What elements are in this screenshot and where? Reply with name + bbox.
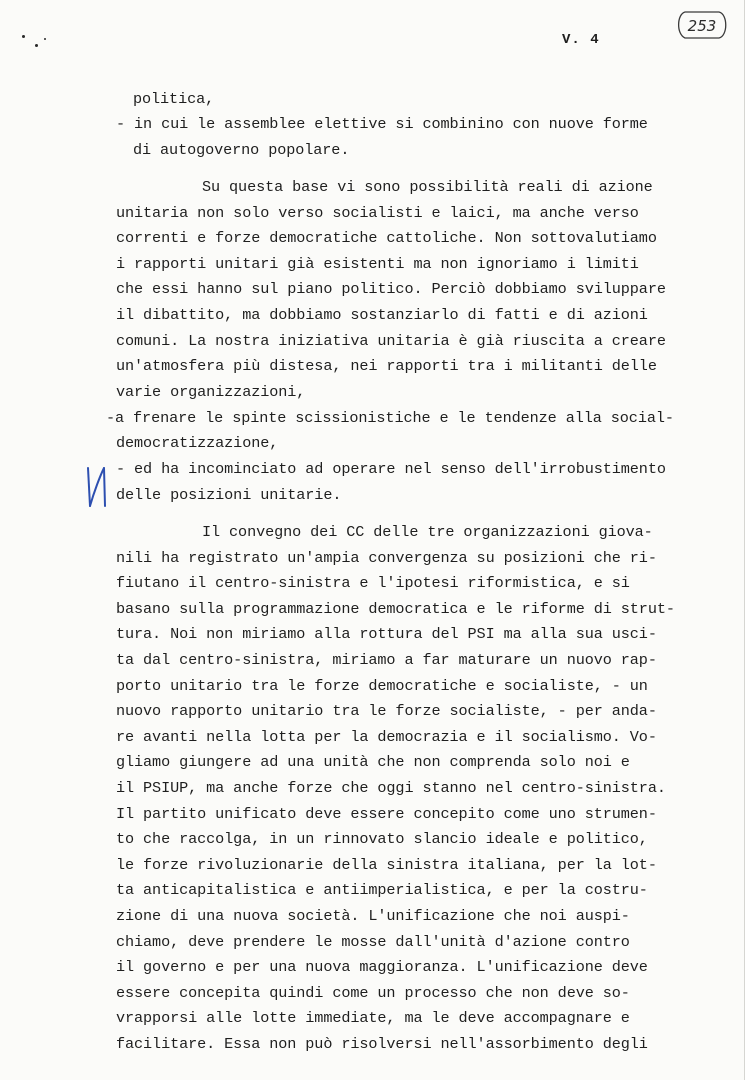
text-line: il governo e per una nuova maggioranza. L'unificazione deve xyxy=(116,958,648,976)
text-line: zione di una nuova società. L'unificazione che noi auspi- xyxy=(116,907,630,925)
text-line: che essi hanno sul piano politico. Perciò dobbiamo sviluppare xyxy=(116,280,666,298)
text-line: porto unitario tra le forze democratiche e socialiste, - un xyxy=(116,677,648,695)
text-line: un'atmosfera più distesa, nei rapporti tra i militanti delle xyxy=(116,357,657,375)
text-line: nuovo rapporto unitario tra le forze socialiste, - per anda- xyxy=(116,702,657,720)
text-line: ta dal centro-sinistra, miriamo a far maturare un nuovo rap- xyxy=(116,651,657,669)
text-line: gliamo giungere ad una unità che non comprenda solo noi e xyxy=(116,753,630,771)
text-line: ta anticapitalistica e antiimperialistica, e per la costru- xyxy=(116,881,648,899)
text-line: facilitare. Essa non può risolversi nell'assorbimento degli xyxy=(116,1035,648,1053)
text-line: comuni. La nostra iniziativa unitaria è già riuscita a creare xyxy=(116,332,666,350)
text-line: le forze rivoluzionarie della sinistra italiana, per la lot- xyxy=(116,856,657,874)
text-line: nili ha registrato un'ampia convergenza su posizioni che ri- xyxy=(116,549,657,567)
text-line: fiutano il centro-sinistra e l'ipotesi riformistica, e si xyxy=(116,574,630,592)
text-line: il PSIUP, ma anche forze che oggi stanno nel centro-sinistra. xyxy=(116,779,666,797)
text-line: democratizzazione, xyxy=(116,434,279,452)
text-line: unitaria non solo verso socialisti e laici, ma anche verso xyxy=(116,204,639,222)
text-line: Il partito unificato deve essere concepito come uno strumen- xyxy=(116,805,657,823)
page-number: V. 4 xyxy=(562,32,600,48)
text-line: di autogoverno popolare. xyxy=(133,141,350,159)
text-line: Il convegno dei CC delle tre organizzazioni giova- xyxy=(202,523,653,541)
text-line: varie organizzazioni, xyxy=(116,383,306,401)
text-line: - ed ha incominciato ad operare nel senso dell'irrobustimento xyxy=(116,460,666,478)
text-line: vrapporsi alle lotte immediate, ma le deve accompagnare e xyxy=(116,1009,630,1027)
text-line: i rapporti unitari già esistenti ma non ignoriamo i limiti xyxy=(116,255,639,273)
archive-stamp xyxy=(675,8,729,42)
text-line: il dibattito, ma dobbiamo sostanziarlo di fatti e di azioni xyxy=(116,306,648,324)
text-line: tura. Noi non miriamo alla rottura del PSI ma alla sua usci- xyxy=(116,625,657,643)
scan-speck xyxy=(22,35,25,38)
scan-speck xyxy=(35,44,38,47)
text-line: delle posizioni unitarie. xyxy=(116,486,342,504)
text-line: politica, xyxy=(133,90,215,108)
text-line: - in cui le assemblee elettive si combinino con nuove forme xyxy=(116,115,648,133)
text-line: essere concepita quindi come un processo che non deve so- xyxy=(116,984,630,1002)
text-line: correnti e forze democratiche cattoliche. Non sottovalutiamo xyxy=(116,229,657,247)
stamp-number: 253 xyxy=(687,17,717,35)
margin-annotation-mark xyxy=(82,462,110,510)
text-line: basano sulla programmazione democratica e le riforme di strut- xyxy=(116,600,675,618)
text-line: chiamo, deve prendere le mosse dall'unità d'azione contro xyxy=(116,933,630,951)
text-line: to che raccolga, in un rinnovato slancio ideale e politico, xyxy=(116,830,648,848)
text-line: re avanti nella lotta per la democrazia e il socialismo. Vo- xyxy=(116,728,657,746)
scan-speck xyxy=(44,38,46,40)
text-line: Su questa base vi sono possibilità reali di azione xyxy=(202,178,653,196)
text-line: -a frenare le spinte scissionistiche e le tendenze alla social- xyxy=(106,409,674,427)
